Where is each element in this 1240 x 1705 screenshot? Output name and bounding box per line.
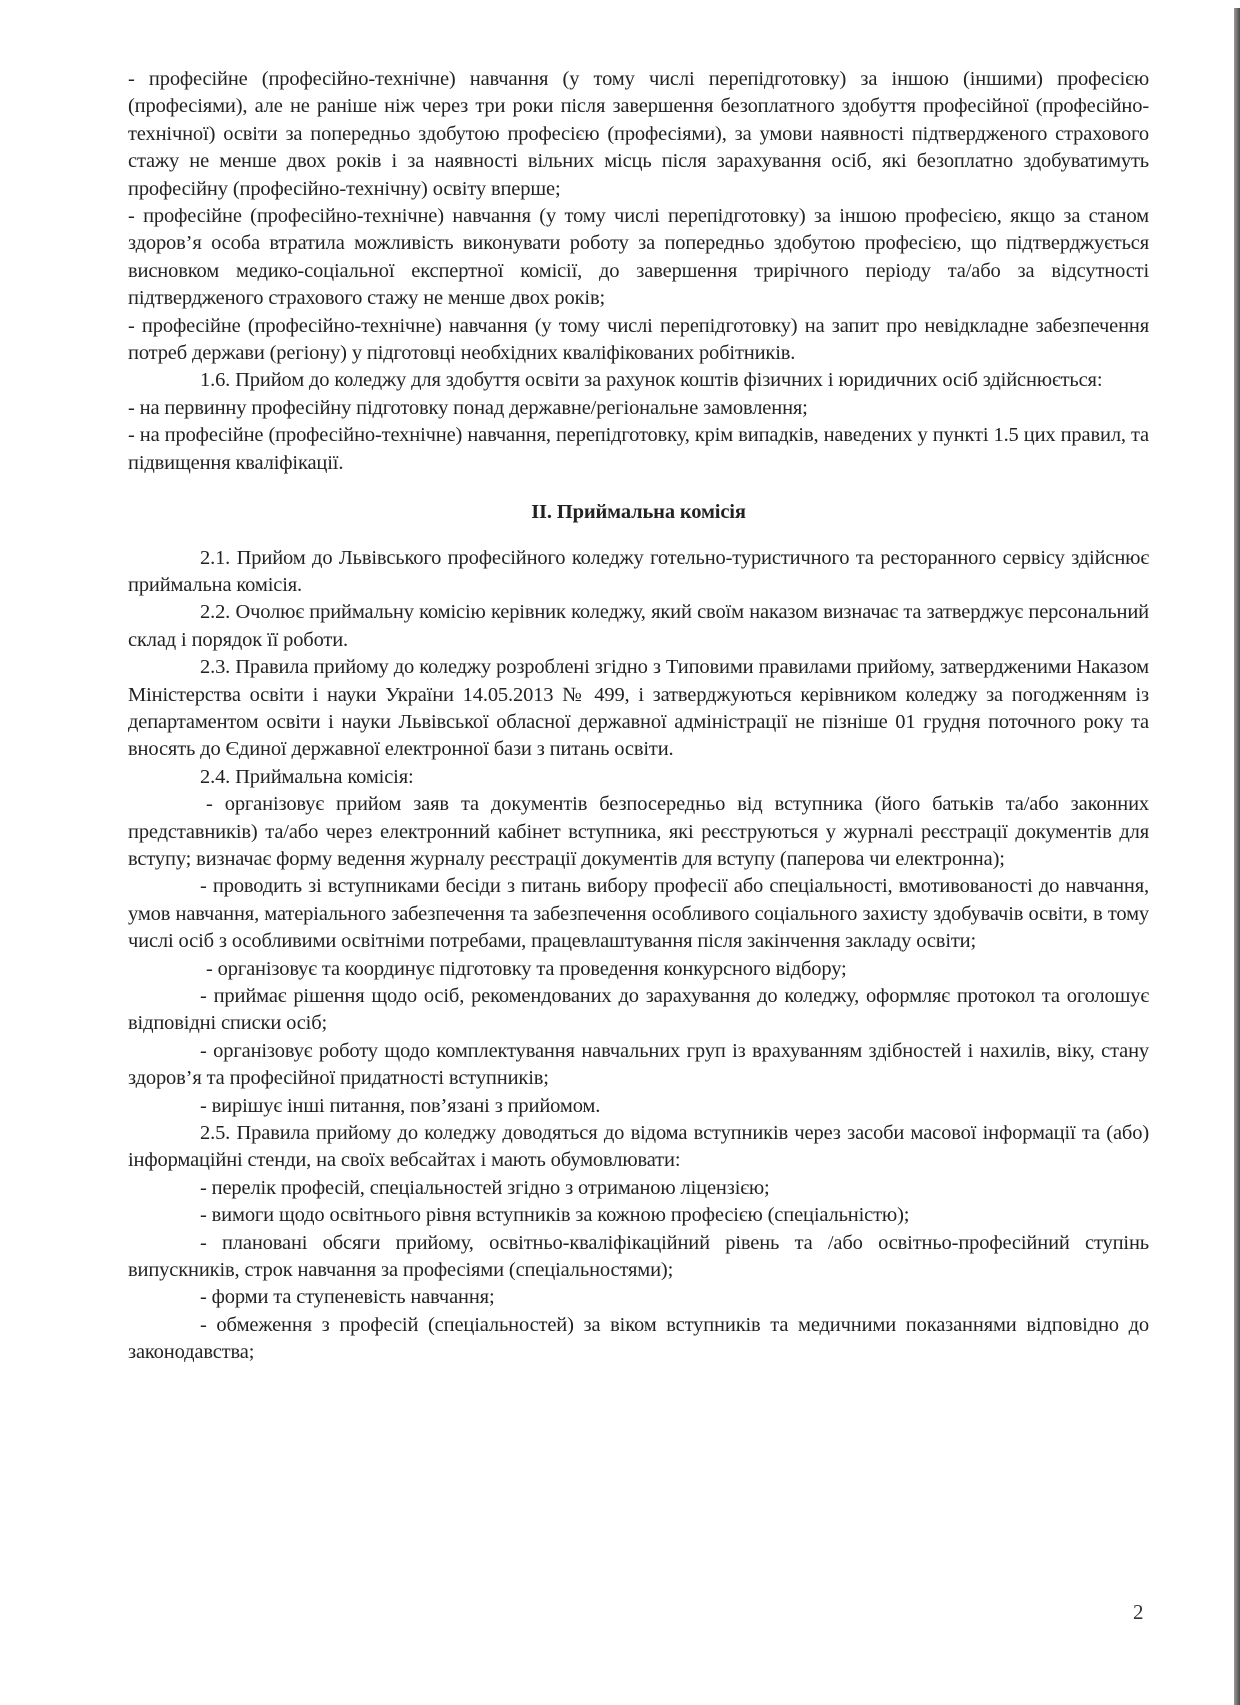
paragraph: - на професійне (професійно-технічне) навчання, перепідготовку, крім випадків, наведених у пункті 1.5 цих правил, та підвищення кваліфікації.: [128, 424, 1149, 474]
paragraph: 2.3. Правила прийому до коледжу розроблені згідно з Типовими правилами прийому, затвердженими Наказом Міністерства освіти і науки України 14.05.2013 № 499, і затверджуються керівником коледжу за погодженням із департаментом освіти і науки Львівської обласної державної адміністрації не пізніше 01 грудня поточного року та вносять до Єдиної державної електронної бази з питань освіти.: [128, 656, 1149, 761]
paragraph: - форми та ступеневість навчання;: [200, 1286, 495, 1309]
paragraph: - плановані обсяги прийому, освітньо-кваліфікаційний рівень та /або освітньо-професійний ступінь випускників, строк навчання за професіями (спеціальностями);: [128, 1231, 1149, 1282]
paragraph: - організовує прийом заяв та документів безпосередньо від вступника (його батьків та/або законних представників) та/або через електронний кабінет вступника, які реєструються у журналі реєстрації документів для вступу; визначає форму ведення журналу реєстрації документів для вступу (паперова чи електронна);: [128, 793, 1149, 870]
document-page: [128, 66, 1149, 1367]
paragraphs-before-section: [128, 66, 1149, 477]
paragraph: - організовує роботу щодо комплектування навчальних груп із врахуванням здібностей і нахилів, віку, стану здоров’я та професійної придатності вступників;: [128, 1039, 1149, 1090]
paragraph: 2.5. Правила прийому до коледжу доводяться до відома вступників через засоби масової інформації та (або) інформаційні стенди, на своїх вебсайтах і мають обумовлювати:: [128, 1122, 1149, 1172]
paragraph: - на первинну професійну підготовку понад державне/регіональне замовлення;: [128, 396, 808, 419]
paragraph: 2.2. Очолює приймальну комісію керівник коледжу, який своїм наказом визначає та затверджує персональний склад і порядок її роботи.: [128, 601, 1149, 651]
paragraph: - організовує та координує підготовку та проведення конкурсного відбору;: [206, 957, 847, 980]
paragraph: - професійне (професійно-технічне) навчання (у тому числі перепідготовку) на запит про невідкладне забезпечення потреб держави (регіону) у підготовці необхідних кваліфікованих робітників.: [128, 314, 1149, 365]
paragraph: 2.4. Приймальна комісія:: [200, 765, 414, 788]
paragraph: - вимоги щодо освітнього рівня вступників за кожною професією (спеціальністю);: [200, 1204, 910, 1227]
paragraph: - вирішує інші питання, пов’язані з прийомом.: [200, 1094, 601, 1117]
page-number: 2: [1133, 1600, 1144, 1624]
paragraph: 1.6. Прийом до коледжу для здобуття освіти за рахунок коштів фізичних і юридичних осіб здійснюється:: [200, 369, 1103, 392]
section-paragraphs: [128, 545, 1149, 1367]
paragraph: - проводить зі вступниками бесіди з питань вибору професії або спеціальності, вмотивованості до навчання, умов навчання, матеріального забезпечення та забезпечення особливого соціального захисту здобувачів освіти, в тому числі осіб з особливими освітніми потребами, працевлаштування після закінчення закладу освіти;: [128, 875, 1149, 953]
paragraph: - професійне (професійно-технічне) навчання (у тому числі перепідготовку) за іншою (іншими) професією (професіями), але не раніше ніж через три роки після завершення безоплатного здобуття професійної (професійно-технічної) освіти за попередньо здобутою професією (професіями), за умови наявності підтвердженого страхового стажу не менше двох років і за наявності вільних місць після зарахування осіб, які безоплатно здобуватимуть професійну (професійно-технічну) освіту вперше;: [128, 68, 1149, 200]
paragraph: - приймає рішення щодо осіб, рекомендованих до зарахування до коледжу, оформляє протокол та оголошує відповідні списки осіб;: [128, 985, 1149, 1035]
section-heading: II. Приймальна комісія: [531, 501, 746, 524]
paragraph: - професійне (професійно-технічне) навчання (у тому числі перепідготовку) за іншою професією, якщо за станом здоров’я особа втратила можливість виконувати роботу за попередньо здобутою професією, що підтверджується висновком медико-соціальної експертної комісії, до завершення трирічного періоду та/або за відсутності підтвердженого страхового стажу не менше двох років;: [128, 205, 1149, 310]
scan-border: [1234, 8, 1240, 1705]
paragraph: 2.1. Прийом до Львівського професійного коледжу готельно-туристичного та ресторанного сервісу здійснює приймальна комісія.: [128, 546, 1149, 596]
paragraph: - перелік професій, спеціальностей згідно з отриманою ліцензією;: [200, 1176, 770, 1199]
paragraph: - обмеження з професій (спеціальностей) за віком вступників та медичними показаннями відповідно до законодавства;: [128, 1313, 1149, 1364]
